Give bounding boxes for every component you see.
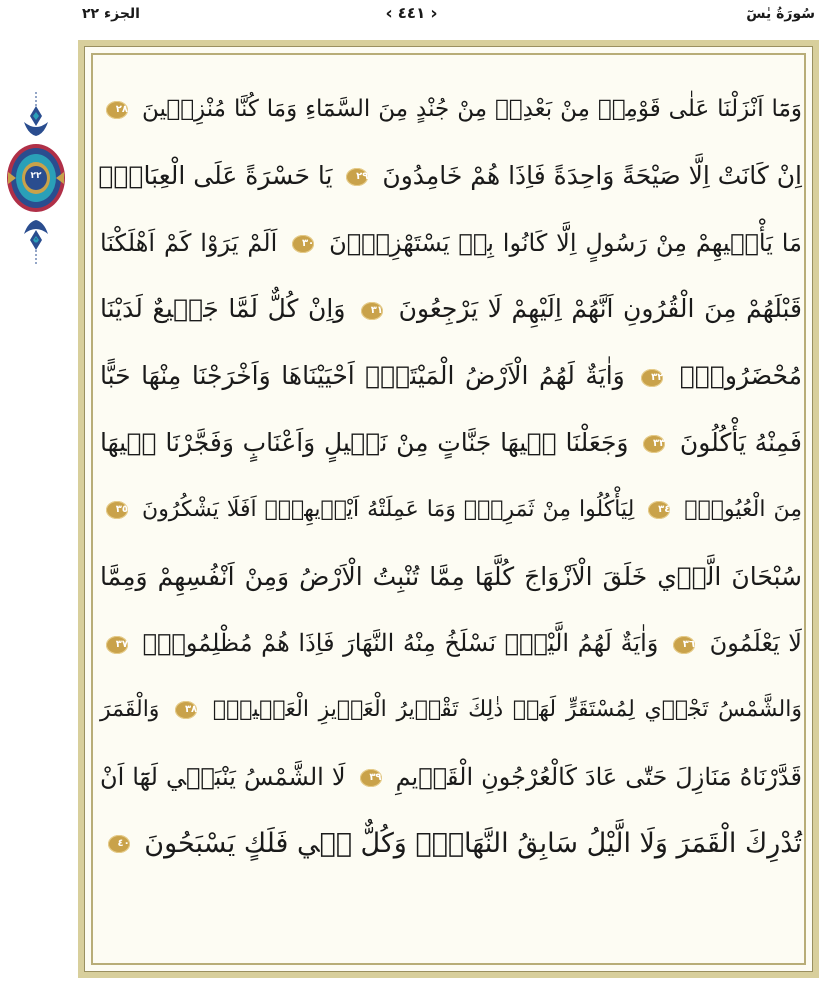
verse-line [100, 343, 802, 410]
ayah-number-marker: ٣٠ [292, 235, 314, 253]
verse-text-segment: وَاٰيَةٌ لَهُمُ الْاَرْضُ الْمَيْتَةُۚ اَحْيَيْنَاهَا وَاَخْرَجْنَا مِنْهَا حَبًّا [100, 361, 625, 391]
verse-line [100, 210, 802, 277]
verse-text-segment: تُدْرِكَ الْقَمَرَ وَلَا الَّيْلُ سَابِقُ النَّهَارِۜ وَكُلٌّ ف۪ي فَلَكٍ يَسْبَحُونَ [144, 827, 802, 859]
verse-line [100, 76, 802, 143]
ayah-number-marker: ٣١ [361, 302, 383, 320]
verse-text-segment: وَاِنْ كُلٌّ لَمَّا جَم۪يعٌ لَدَيْنَا [100, 294, 346, 324]
ayah-number-marker: ٣٣ [643, 435, 665, 453]
verse-line [100, 744, 802, 811]
ayah-number-marker: ٤٠ [108, 835, 130, 853]
surah-title: سُورَةُ يٰسٓ [746, 6, 815, 22]
chevron-right-icon[interactable]: › [430, 3, 438, 24]
ayah-number-marker: ٣٤ [648, 501, 670, 519]
verse-text-segment: قَدَّرْنَاهُ مَنَازِلَ حَتّٰى عَادَ كَالْعُرْجُونِ الْقَد۪يمِ [395, 762, 802, 791]
verse-line [100, 276, 802, 343]
ayah-number-marker: ٢٩ [346, 168, 368, 186]
chevron-left-icon[interactable]: ‹ [385, 3, 393, 24]
verse-text-segment: يَا حَسْرَةً عَلَى الْعِبَادِۚ [98, 160, 333, 190]
verse-text-segment: اِنْ كَانَتْ اِلَّا صَيْحَةً وَاحِدَةً فَاِذَا هُمْ خَامِدُونَ [382, 160, 802, 190]
verse-text-segment: مَا يَأْت۪يهِمْ مِنْ رَسُولٍ اِلَّا كَانُوا بِه۪ يَسْتَهْزِؤُ۫نَ [329, 228, 802, 257]
verse-line [100, 677, 802, 744]
verse-text-segment: وَجَعَلْنَا ف۪يهَا جَنَّاتٍ مِنْ نَخ۪يلٍ وَاَعْنَابٍ وَفَجَّرْنَا ف۪يهَا [100, 427, 629, 457]
hizb-number: ٢٢ [30, 171, 42, 181]
verse-text-segment: مُحْضَرُونَ۟ [679, 361, 803, 391]
verse-text-segment: قَبْلَهُمْ مِنَ الْقُرُونِ اَنَّهُمْ اِلَيْهِمْ لَا يَرْجِعُونَ [398, 294, 803, 324]
verse-text-segment: لِيَأْكُلُوا مِنْ ثَمَرِه۪ۙ وَمَا عَمِلَتْهُ اَيْد۪يهِمْۜ اَفَلَا يَشْكُرُونَ [142, 496, 635, 522]
ayah-number-marker: ٣٩ [360, 769, 382, 787]
ayah-number-marker: ٣٥ [106, 501, 128, 519]
hizb-medallion-icon [4, 92, 68, 264]
verse-line [100, 544, 802, 611]
page-navigation [0, 4, 823, 23]
verse-text-segment: لَا الشَّمْسُ يَنْبَغ۪ي لَهَٓا اَنْ [100, 762, 346, 791]
verse-line [100, 410, 802, 477]
verse-line [100, 610, 802, 677]
verse-text-segment: وَالْقَمَرَ [100, 697, 160, 723]
verse-line [100, 811, 802, 878]
verse-text-segment: سُبْحَانَ الَّذ۪ي خَلَقَ الْاَزْوَاجَ كُلَّهَا مِمَّا تُنْبِتُ الْاَرْضُ وَمِنْ اَنْفُسِهِمْ وَمِمَّا [100, 561, 802, 591]
verse-text-segment: اَلَمْ يَرَوْا كَمْ اَهْلَكْنَا [100, 228, 278, 257]
verse-text [100, 76, 802, 878]
ayah-number-marker: ٣٧ [106, 636, 128, 654]
ayah-number-marker: ٣٦ [673, 636, 695, 654]
ayah-number-marker: ٣٢ [641, 369, 663, 387]
verse-text-segment: لَا يَعْلَمُونَ [709, 629, 802, 658]
juz-label: الجزء ٢٢ [82, 6, 140, 22]
ayah-number-marker: ٢٨ [106, 101, 128, 119]
verse-text-segment: وَاٰيَةٌ لَهُمُ الَّيْلُۚ نَسْلَخُ مِنْهُ النَّهَارَ فَاِذَا هُمْ مُظْلِمُونَۙ [142, 629, 659, 658]
verse-text-segment: فَمِنْهُ يَأْكُلُونَ [679, 427, 802, 457]
ayah-number-marker: ٣٨ [175, 701, 197, 719]
verse-line [100, 477, 802, 544]
verse-text-segment: وَالشَّمْسُ تَجْر۪ي لِمُسْتَقَرٍّ لَهَاۜ ذٰلِكَ تَقْد۪يرُ الْعَز۪يزِ الْعَل۪يمِۜ [212, 697, 802, 723]
verse-line [100, 143, 802, 210]
verse-text-segment: وَمَٓا اَنْزَلْنَا عَلٰى قَوْمِه۪ مِنْ بَعْدِه۪ مِنْ جُنْدٍ مِنَ السَّمَٓاءِ وَمَا كُنَّا مُنْزِل۪ينَ [141, 96, 802, 122]
page-number: ٤٤١ [397, 4, 426, 22]
verse-text-segment: مِنَ الْعُيُونِۙ [684, 496, 802, 522]
